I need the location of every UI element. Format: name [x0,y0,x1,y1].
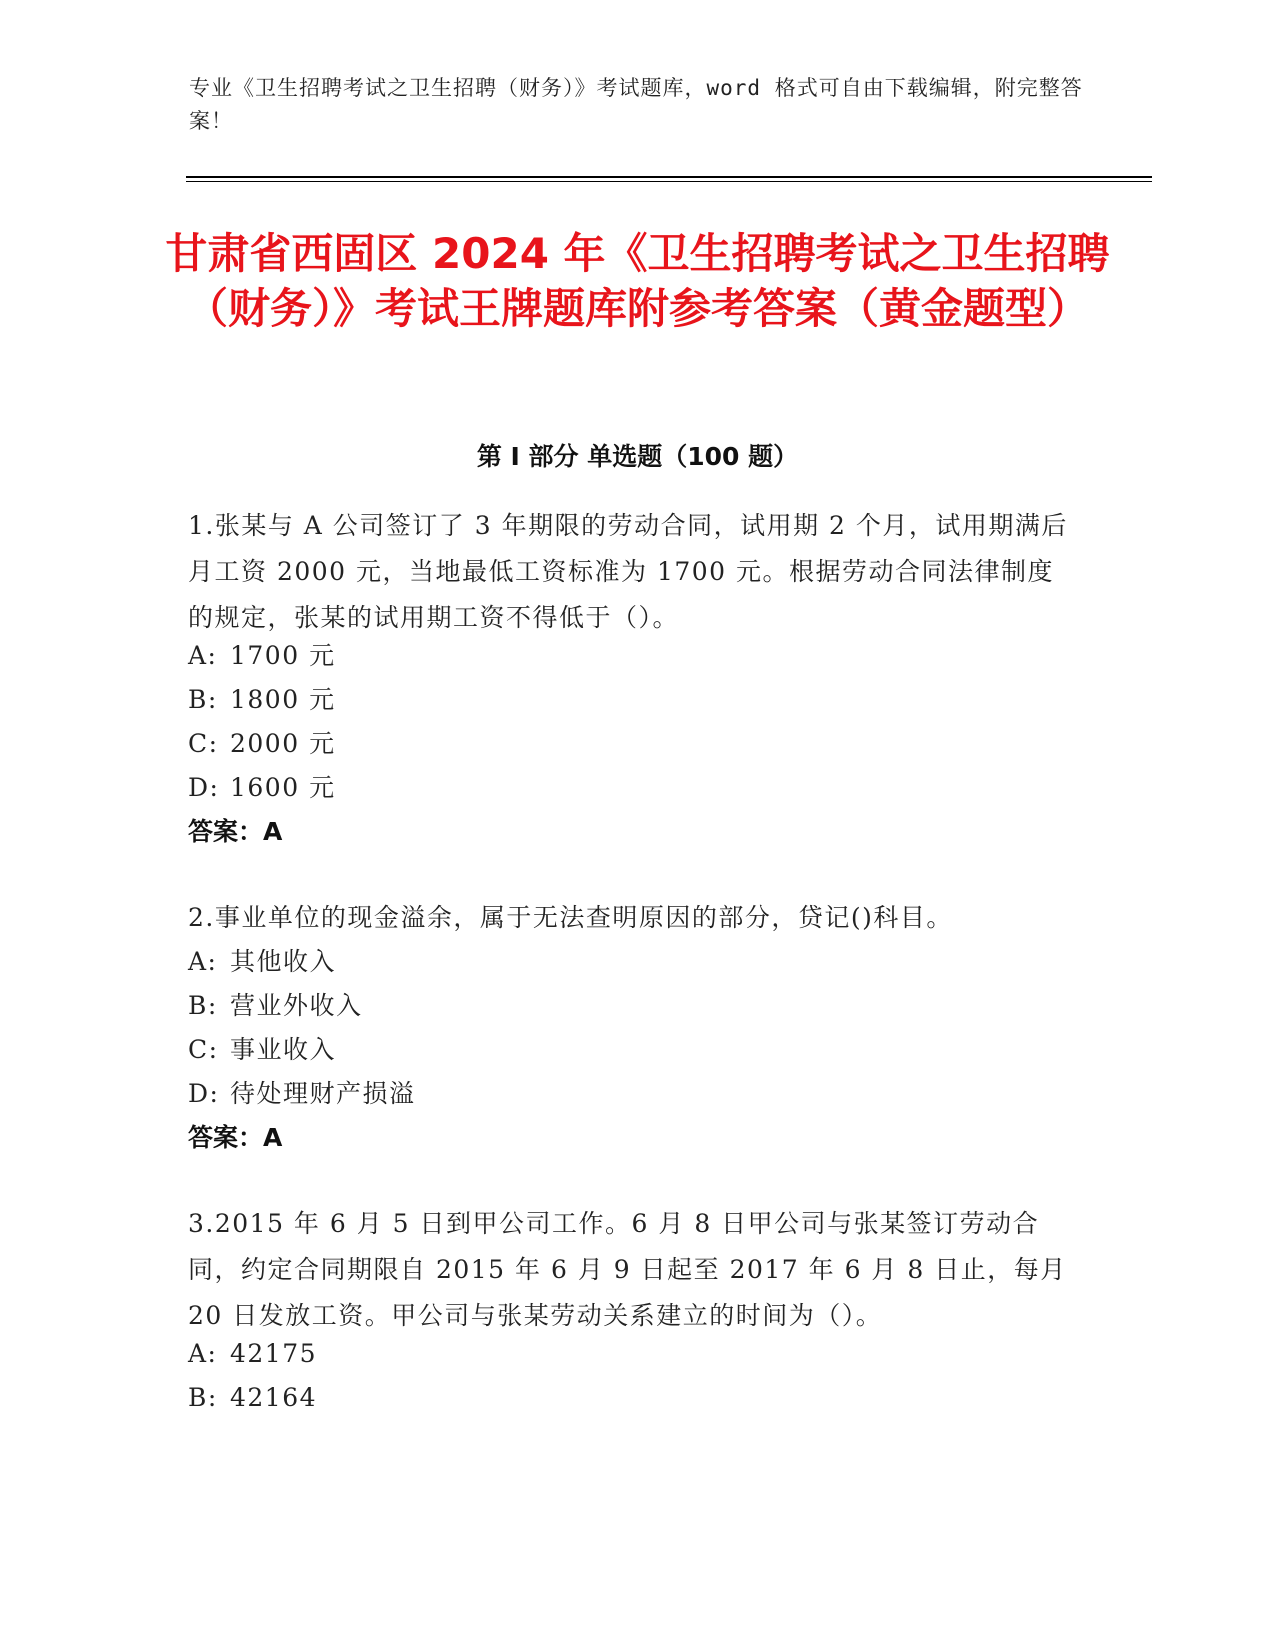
option-letter: D: [188,773,220,802]
question-1-option-d [188,765,336,811]
question-2-answer: 答案：A [188,1123,283,1152]
header-note: 专业《卫生招聘考试之卫生招聘（财务）》考试题库，word 格式可自由下载编辑，附完整答案！ [189,76,1083,133]
option-letter: B: [188,685,218,714]
option-text: 1600 元 [230,773,336,802]
option-text: 42175 [230,1339,318,1368]
option-text: 待处理财产损溢 [230,1079,416,1108]
question-2-option-c [188,1027,336,1073]
option-letter: A: [188,641,218,670]
section-heading: 第 I 部分 单选题（100 题） [476,442,799,471]
header-divider-thin [186,181,1152,182]
option-letter: D: [188,1079,220,1108]
question-2-stem: 2.事业单位的现金溢余，属于无法查明原因的部分，贷记()科目。 [188,903,953,932]
option-text: 1700 元 [230,641,336,670]
option-letter: C: [188,1035,219,1064]
option-text: 事业收入 [230,1035,337,1064]
option-letter: C: [188,729,219,758]
question-2-option-a [188,939,336,985]
option-letter: A: [188,1339,218,1368]
option-letter: B: [188,991,218,1020]
option-text: 42164 [230,1383,318,1412]
question-1-answer: 答案：A [188,817,283,846]
question-1-option-a [188,633,336,679]
option-letter: A: [188,947,218,976]
header-divider-thick [186,176,1152,178]
question-3-option-a [188,1331,317,1377]
question-1-stem: 1.张某与 A 公司签订了 3 年期限的劳动合同，试用期 2 个月，试用期满后月工资 2000 元，当地最低工资标准为 1700 元。根据劳动合同法律制度的规定，张某的试用期工资不得低于（）。 [188,511,1068,632]
option-text: 2000 元 [230,729,336,758]
question-2-option-d [188,1071,416,1117]
question-3-stem: 3.2015 年 6 月 5 日到甲公司工作。6 月 8 日甲公司与张某签订劳动合同，约定合同期限自 2015 年 6 月 9 日起至 2017 年 6 月 8 日止，每月 20 日发放工资。甲公司与张某劳动关系建立的时间为（）。 [188,1209,1067,1330]
option-text: 其他收入 [230,947,337,976]
question-1-option-b [188,677,336,723]
question-1-option-c [188,721,336,767]
question-3-option-b [188,1375,317,1421]
option-letter: B: [188,1383,218,1412]
option-text: 营业外收入 [230,991,363,1020]
question-2-option-b [188,983,363,1029]
document-title: 甘肃省西固区 2024 年《卫生招聘考试之卫生招聘（财务）》考试王牌题库附参考答案（黄金题型） [165,229,1110,333]
option-text: 1800 元 [230,685,336,714]
